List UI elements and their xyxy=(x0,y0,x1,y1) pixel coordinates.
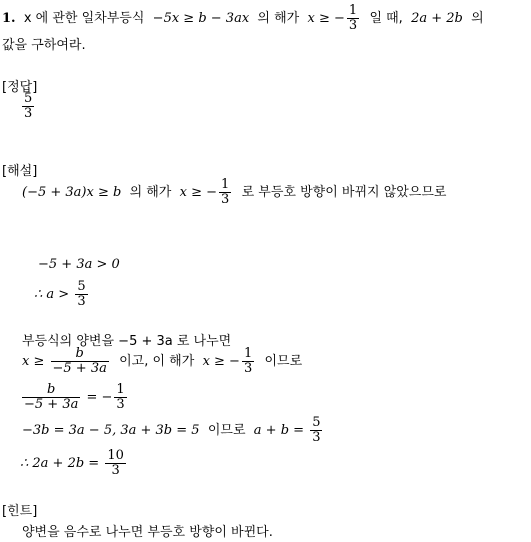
explanation-line-1 xyxy=(22,178,446,207)
fraction-denominator: 3 xyxy=(116,397,125,412)
answer-fraction xyxy=(22,92,34,121)
fraction-numerator: b xyxy=(51,347,109,362)
fraction-numerator: 1 xyxy=(116,382,125,397)
expl-l5-sol-fraction xyxy=(242,347,254,376)
expl-l8-lhs: ∴ 2a + 2b = xyxy=(20,456,100,471)
explanation-line-7 xyxy=(22,416,324,445)
fraction-denominator: 3 xyxy=(312,430,321,445)
explanation-line-4: 부등식의 양변을 −5 + 3a 로 나누면 xyxy=(22,334,232,349)
problem-inequality: −5x ≥ b − 3ax xyxy=(152,11,250,26)
expl-l5-text2: 이므로 xyxy=(264,354,303,369)
fraction-denominator: 3 xyxy=(24,106,33,121)
fraction-numerator: 5 xyxy=(24,91,33,106)
problem-target-expression: 2a + 2b xyxy=(411,11,463,26)
fraction-numerator: 1 xyxy=(221,177,230,192)
expl-l5-sol: x ≥ − xyxy=(202,354,240,369)
fraction-numerator: 1 xyxy=(243,346,253,361)
expl-l7-sum: a + b = xyxy=(253,423,305,438)
fraction-denominator: 3 xyxy=(111,463,120,478)
expl-l5-lhs: x ≥ xyxy=(22,354,45,369)
problem-solution-fraction xyxy=(347,4,359,33)
expl-l1-fraction xyxy=(219,178,231,207)
problem-text-mid: 의 해가 xyxy=(257,11,300,26)
expl-l1-sol: x ≥ − xyxy=(179,185,218,200)
expl-l8-fraction xyxy=(105,449,126,478)
expl-l5-text1: 이고, 이 해가 xyxy=(119,354,195,369)
problem-number: 1. xyxy=(2,11,16,26)
problem-line-1 xyxy=(2,4,484,33)
fraction-denominator: 3 xyxy=(243,361,253,376)
fraction-denominator: 3 xyxy=(221,192,230,207)
fraction-numerator: 5 xyxy=(77,279,86,294)
problem-text-prefix: x 에 관한 일차부등식 xyxy=(23,11,145,26)
fraction-denominator: −5 + 3a xyxy=(52,361,107,376)
problem-text-suffix: 의 xyxy=(471,11,484,26)
expl-l3-fraction xyxy=(75,280,87,309)
problem-line-2: 값을 구하여라. xyxy=(2,38,86,53)
expl-l7-text: 이므로 xyxy=(207,423,246,438)
expl-l6-rhs-fraction xyxy=(114,383,126,412)
expl-l6-fraction xyxy=(22,383,80,412)
explanation-heading: [해설] xyxy=(2,164,38,179)
problem-solution-lhs: x ≥ − xyxy=(307,11,345,26)
fraction-denominator: 3 xyxy=(348,18,358,33)
expl-l7-expr: −3b = 3a − 5, 3a + 3b = 5 xyxy=(22,423,200,438)
expl-l1-text1: 의 해가 xyxy=(129,185,172,200)
answer-value xyxy=(20,92,36,121)
fraction-numerator: 1 xyxy=(348,3,358,18)
hint-text: 양변을 음수로 나누면 부등호 방향이 바뀐다. xyxy=(22,525,273,540)
expl-l6-eq: = − xyxy=(86,390,113,405)
expl-l1-text2: 로 부등호 방향이 바뀌지 않았으므로 xyxy=(241,185,447,200)
explanation-line-6 xyxy=(20,383,129,412)
fraction-denominator: −5 + 3a xyxy=(24,397,79,412)
explanation-line-5 xyxy=(22,347,302,376)
explanation-line-2: −5 + 3a > 0 xyxy=(38,257,120,272)
fraction-numerator: b xyxy=(22,383,80,398)
expl-l3-lhs: ∴ a > xyxy=(34,287,70,302)
problem-text-mid2: 일 때, xyxy=(369,11,403,26)
expl-l5-fraction xyxy=(51,347,109,376)
answer-heading: [정답] xyxy=(2,80,38,95)
fraction-denominator: 3 xyxy=(77,294,86,309)
explanation-line-3 xyxy=(34,280,90,309)
explanation-line-8 xyxy=(20,449,128,478)
hint-heading: [힌트] xyxy=(2,504,38,519)
fraction-numerator: 5 xyxy=(312,415,321,430)
expl-l7-fraction xyxy=(310,416,322,445)
expl-l1-expr: (−5 + 3a)x ≥ b xyxy=(22,185,122,200)
fraction-numerator: 10 xyxy=(107,448,124,463)
